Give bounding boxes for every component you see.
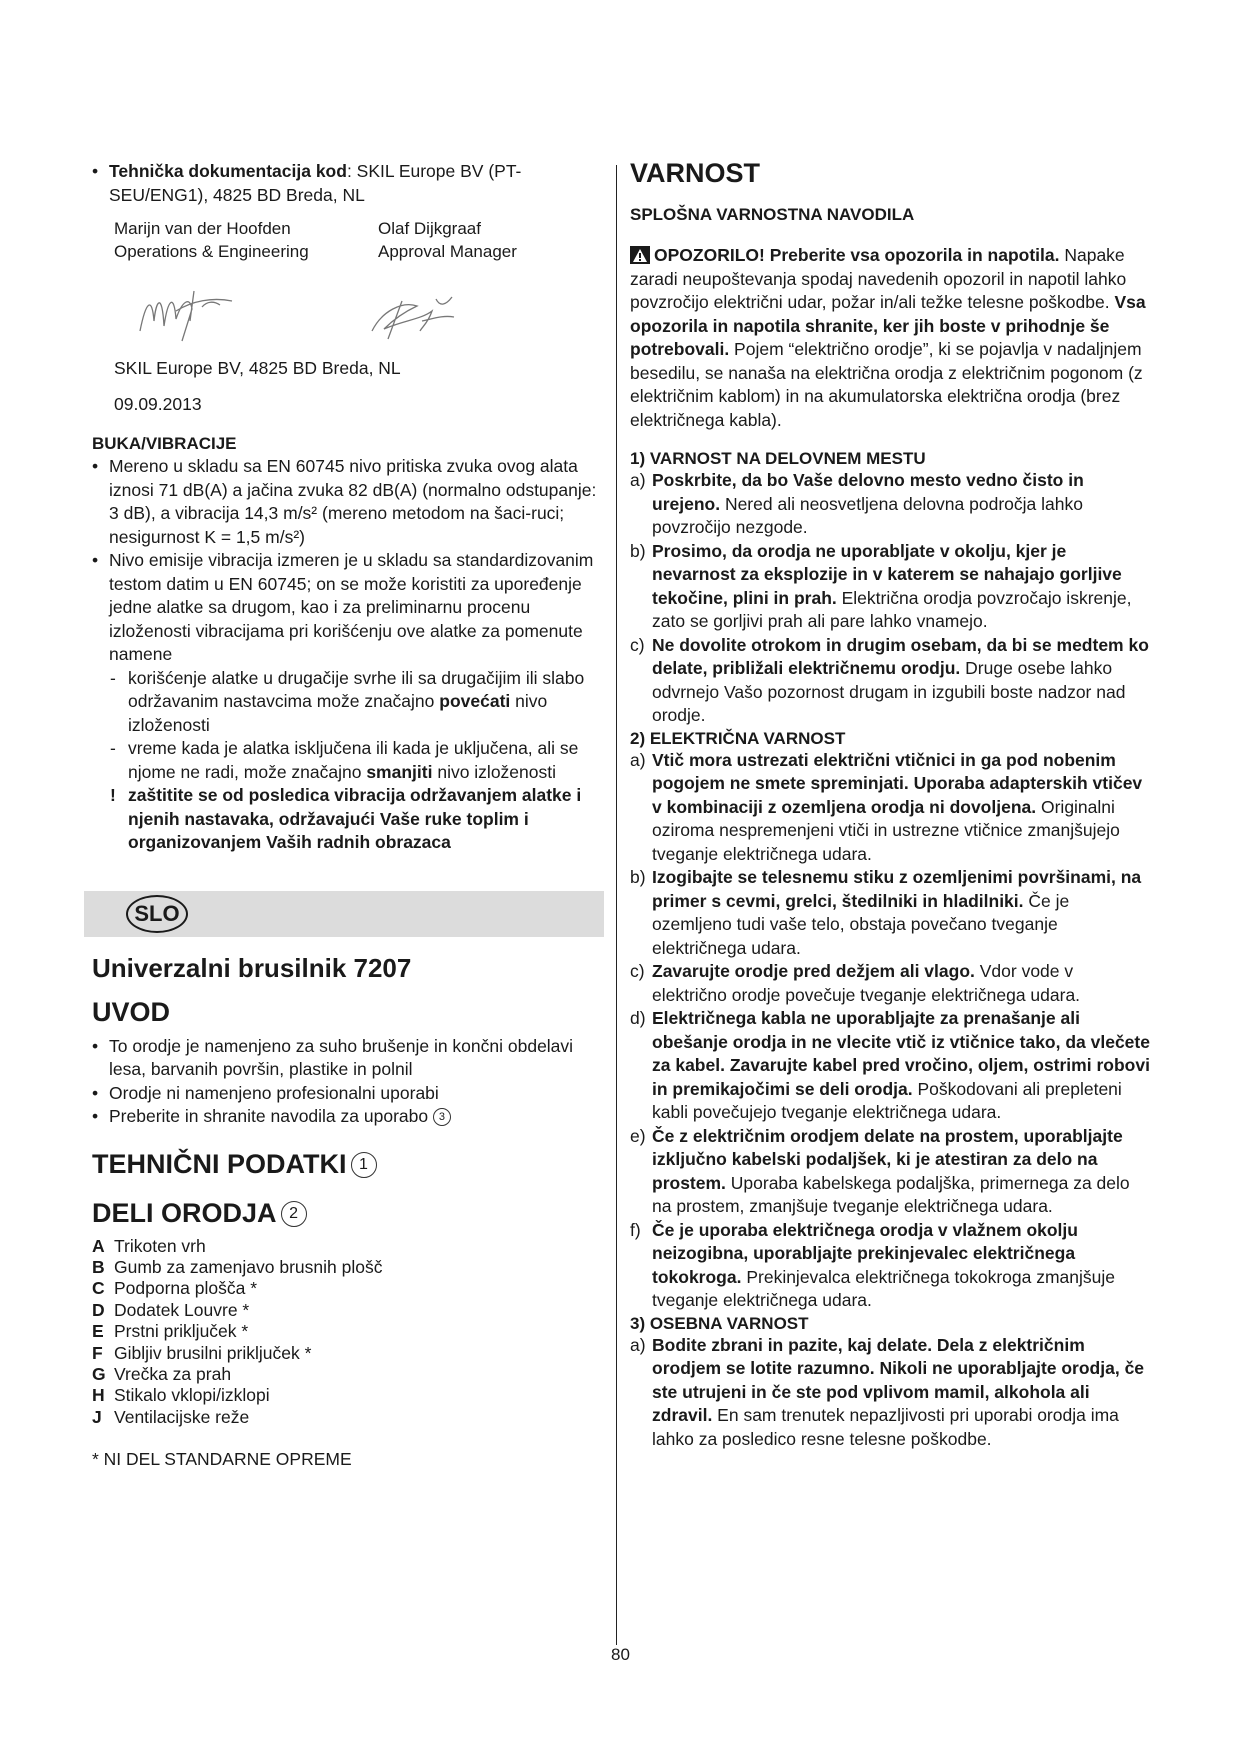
part-key: H xyxy=(92,1385,105,1406)
intro-item-2: • Orodje ni namenjeno profesionalni uporabi xyxy=(92,1082,439,1103)
s1-heading: 1) VARNOST NA DELOVNEM MESTU xyxy=(630,449,926,468)
tech-doc-label: Tehnička dokumentacija kod xyxy=(109,161,347,181)
s2-heading: 2) ELEKTRIČNA VARNOST xyxy=(630,728,846,748)
part-row xyxy=(92,1236,604,1257)
tech-doc-bullet: • Tehnička dokumentacija kod: SKIL Europe BV (PT-SEU/ENG1), 4825 BD Breda, NL xyxy=(92,161,522,205)
signer-2-name: Olaf Dijkgraaf xyxy=(378,219,481,238)
part-row xyxy=(92,1300,604,1321)
s3-heading: 3) OSEBNA VARNOST xyxy=(630,1313,809,1333)
item-label: c) xyxy=(630,961,645,981)
s2-item-c xyxy=(630,960,1152,1007)
safety-subheading: SPLOŠNA VARNOSTNA NAVODILA xyxy=(630,205,915,224)
item-text: Uporaba kabelskega podaljška, primernega za delo na prostem, zmanjšuje tveganje električnega udara. xyxy=(652,1172,1130,1216)
item-text: Nered ali neosvetljena delovna področja lahko povzročijo nezgode. xyxy=(652,493,1083,537)
item-bold: Poskrbite, da bo Vaše delovno mesto vedno čisto in urejeno. xyxy=(652,470,1084,514)
noise-bullet-1: • Mereno u skladu sa EN 60745 nivo pritiska zvuka ovog alata iznosi 71 dB(A) a jačina zvuka 82 dB(A) (normalno odstupanje: 3 dB), a vibracija 14,3 m/s² (mereno metodom na šaci-ruci; nesigurnost K = 1,5 m/s²) xyxy=(92,456,597,547)
intro-item-1: • To orodje je namenjeno za suho brušenje in končni obdelavi lesa, barvanih površin, plastike in polnil xyxy=(92,1035,574,1079)
part-row xyxy=(92,1407,604,1428)
item-label: a) xyxy=(630,470,646,490)
product-title: Univerzalni brusilnik 7207 xyxy=(92,952,412,983)
parts-list xyxy=(92,1236,604,1429)
noise-bullet-1-text: Mereno u skladu sa EN 60745 nivo pritiska zvuka ovog alata iznosi 71 dB(A) a jačina zvuka 82 dB(A) (normalno odstupanje: 3 dB), a vibracija 14,3 m/s² (mereno metodom na šaci-ruci; nesigurnost K = 1,5 m/s²) xyxy=(109,456,597,547)
page-number: 80 xyxy=(611,1645,630,1664)
item-text: Vdor vode v električno orodje povečuje tveganje električnega udara. xyxy=(652,961,1081,1005)
part-label: Gumb za zamenjavo brusnih plošč xyxy=(114,1256,383,1277)
intro-item-3: • Preberite in shranite navodila za uporabo 3 xyxy=(92,1105,604,1129)
part-label: Stikalo vklopi/izklopi xyxy=(114,1385,270,1406)
signatures xyxy=(92,263,604,357)
date: 09.09.2013 xyxy=(114,393,202,414)
part-label: Trikoten vrh xyxy=(114,1235,206,1256)
intro-heading: UVOD xyxy=(92,996,171,1027)
noise-bullet-2-text: Nivo emisije vibracija izmeren je u skladu sa standardizovanim testom datim u EN 60745; on se može koristiti za upoređenje jedne alatke sa drugom, kao i za preliminarnu procenu izloženosti vibracijama pri korišćenju ove alatke za pomenute namene xyxy=(109,550,594,664)
item-bold: Električnega kabla ne uporabljajte za prenašanje ali obešanje orodja in ne vlecite vtič iz vtičnice tako, da vlečete za kabel. Zavarujte kabel pred vročino, oljem, ostrimi robovi in premikajočimi se deli orodja. xyxy=(652,1008,1150,1099)
part-row xyxy=(92,1385,604,1406)
s2-item-b xyxy=(630,866,1152,960)
slo-badge: SLO xyxy=(126,895,188,933)
language-bar xyxy=(84,891,604,937)
part-key: E xyxy=(92,1321,104,1342)
footnote: * NI DEL STANDARNE OPREME xyxy=(92,1449,352,1470)
part-key: B xyxy=(92,1256,105,1277)
part-key: A xyxy=(92,1235,105,1256)
part-label: Ventilacijske reže xyxy=(114,1406,250,1427)
intro-ref-circle: 3 xyxy=(433,1108,451,1126)
s3-item-a xyxy=(630,1334,1152,1452)
tech-ref-circle: 1 xyxy=(351,1152,377,1178)
warning-triangle-icon xyxy=(630,246,650,264)
item-bold: Bodite zbrani in pazite, kaj delate. Dela z električnim orodjem se lotite razumno. Nikoli ne uporabljajte orodja, če ste utrujeni in če ste pod vplivom mamil, alkohola ali zdravil. xyxy=(652,1334,1145,1425)
item-text: En sam trenutek nepazljivosti pri uporabi orodja ima lahko za posledico resne telesne poškodbe. xyxy=(652,1405,1119,1449)
noise-warning: ! zaštitite se od posledica vibracija održavanjem alatke i njenih nastavaka, održavajući Vaše ruke toplim i organizovanjem Vaših radnih obrazaca xyxy=(110,785,582,852)
warning-text-2: Pojem “električno orodje”, ki se pojavlja v nadaljnjem besedilu, se nanaša na električna orodja z električnim pogonom (z električnim kablom) in na akumulatorska električna orodja (brez električnega kabla). xyxy=(630,339,1143,430)
parts-heading-text: DELI ORODJA xyxy=(92,1197,277,1228)
item-label: d) xyxy=(630,1008,646,1028)
item-bold: Vtič mora ustrezati električni vtičnici in ga pod nobenim pogojem ne smete spreminjati. Uporaba adapterskih vtičev v kombinaciji z ozemljena orodja ni dovoljena. xyxy=(652,749,1143,817)
signature-2 xyxy=(362,281,462,351)
item-label: b) xyxy=(630,540,646,561)
intro-item-3-text: Preberite in shranite navodila za uporabo xyxy=(109,1106,429,1126)
signer-1-name: Marijn van der Hoofden xyxy=(114,219,291,238)
noise-dash-1-post: nivo izloženosti xyxy=(128,691,548,735)
item-label: f) xyxy=(630,1219,641,1240)
part-row xyxy=(92,1364,604,1385)
part-label: Vrečka za prah xyxy=(114,1363,232,1384)
company-line: SKIL Europe BV, 4825 BD Breda, NL xyxy=(114,358,401,378)
noise-heading: BUKA/VIBRACIJE xyxy=(92,434,237,453)
item-bold: Če je uporaba električnega orodja v vlažnem okolju neizogibna, uporabljajte prekinjevalec električnega tokokroga. xyxy=(652,1219,1078,1287)
right-column xyxy=(630,160,1152,1451)
item-label: e) xyxy=(630,1125,646,1146)
noise-dash-2-pre: vreme kada je alatka isključena ili kada je uključena, ali se njome ne radi, može značajno xyxy=(128,738,579,782)
part-key: J xyxy=(92,1406,102,1427)
left-column xyxy=(92,160,604,1472)
item-bold: Ne dovolite otrokom in drugim osebam, da bi se medtem ko delate, približali električnemu orodju. xyxy=(652,634,1149,678)
part-key: F xyxy=(92,1342,103,1363)
item-bold: Zavarujte orodje pred dežjem ali vlago. xyxy=(652,961,975,981)
noise-dash-2: - vreme kada je alatka isključena ili kada je uključena, ali se njome ne radi, može značajno smanjiti nivo izloženosti xyxy=(110,738,579,782)
item-text: Električna orodja povzročajo iskrenje, zato se gorljivi prah ali pare lahko vnamejo. xyxy=(652,587,1132,631)
item-text: Druge osebe lahko odvrnejo Vašo pozornost drugam in izgubili boste nadzor nad orodje. xyxy=(652,658,1126,725)
signer-1-role: Operations & Engineering xyxy=(114,242,309,261)
tech-doc-value: : SKIL Europe BV (PT-SEU/ENG1), 4825 BD Breda, NL xyxy=(109,161,522,205)
warning-text-1: Napake zaradi neupoštevanja spodaj navedenih opozoril in napotil lahko povzročijo električni udar, požar in/ali težke telesne poškodbe. xyxy=(630,245,1127,312)
part-label: Podporna plošča * xyxy=(114,1278,258,1299)
s1-item-c xyxy=(630,634,1152,728)
item-text: Prekinjevalca električnega tokokroga zmanjšuje tveganje električnega udara. xyxy=(652,1266,1115,1310)
signers-table xyxy=(114,217,604,263)
noise-warning-text: zaštitite se od posledica vibracija održavanjem alatke i njenih nastavaka, održavajući Vaše ruke toplim i organizovanjem Vaših radnih obrazaca xyxy=(128,785,582,852)
noise-dash-2-post: nivo izloženosti xyxy=(432,761,557,782)
s1-item-a xyxy=(630,469,1152,540)
noise-dash-1-pre: korišćenje alatke u drugačije svrhe ili sa drugačijim ili slabo održavanim nastavcima može značajno xyxy=(128,667,585,711)
intro-item-2-text: Orodje ni namenjeno profesionalni uporabi xyxy=(109,1082,439,1103)
tech-heading-text: TEHNIČNI PODATKI xyxy=(92,1148,347,1179)
noise-bullet-2: • Nivo emisije vibracija izmeren je u skladu sa standardizovanim testom datim u EN 60745; on se može koristiti za upoređenje jedne alatke sa drugom, kao i za preliminarnu procenu izloženosti vibracijama pri korišćenju ove alatke za pomenute namene xyxy=(92,550,594,664)
safety-heading: VARNOST xyxy=(630,158,761,188)
s1-item-b xyxy=(630,540,1152,634)
part-key: D xyxy=(92,1299,105,1320)
part-label: Prstni priključek * xyxy=(114,1321,249,1342)
parts-ref-circle: 2 xyxy=(281,1201,307,1227)
intro-list xyxy=(92,1035,604,1129)
item-text: Če je ozemljeno tudi vaše telo, obstaja povečano tveganje električnega udara. xyxy=(652,890,1070,958)
parts-heading xyxy=(92,1196,604,1230)
noise-dash-1-bold: povećati xyxy=(439,691,511,711)
item-label: b) xyxy=(630,867,646,887)
s2-item-a xyxy=(630,749,1152,867)
s2-item-f xyxy=(630,1219,1152,1313)
general-warning xyxy=(630,244,1152,432)
part-row xyxy=(92,1343,604,1364)
part-label: Dodatek Louvre * xyxy=(114,1299,250,1320)
column-divider xyxy=(616,165,617,1645)
warning-bold-2: Vsa opozorila in napotila shranite, ker jih boste v prihodnje še potrebovali. xyxy=(630,292,1146,359)
item-bold: Prosimo, da orodja ne uporabljate v okolju, kjer je nevarnost za eksplozije in v katerem se nahajajo gorljive tekočine, plini in prah. xyxy=(652,540,1122,608)
s2-item-e xyxy=(630,1125,1152,1219)
part-key: C xyxy=(92,1278,105,1299)
item-label: a) xyxy=(630,1334,646,1355)
item-bold: Izogibajte se telesnemu stiku z ozemljenimi površinami, na primer s cevmi, grelci, štedilniki in hladilniki. xyxy=(652,867,1142,911)
item-label: a) xyxy=(630,749,646,770)
part-row xyxy=(92,1278,604,1299)
item-text: Originalni oziroma nespremenjeni vtiči in ustrezne vtičnice zmanjšujejo tveganje električnega udara. xyxy=(652,796,1120,864)
intro-item-1-text: To orodje je namenjeno za suho brušenje in končni obdelavi lesa, barvanih površin, plastike in polnil xyxy=(109,1035,574,1079)
s2-item-d xyxy=(630,1007,1152,1125)
item-text: Poškodovani ali prepleteni kabli povečujejo tveganje električnega udara. xyxy=(652,1078,1122,1122)
item-bold: Če z električnim orodjem delate na prostem, uporabljajte izključno kabelski podaljšek, ki je atestiran za delo na prostem. xyxy=(652,1125,1123,1193)
noise-dash-2-bold: smanjiti xyxy=(366,761,433,782)
noise-dash-1: - korišćenje alatke u drugačije svrhe ili sa drugačijim ili slabo održavanim nastavcima može značajno povećati nivo izloženosti xyxy=(110,667,585,735)
part-key: G xyxy=(92,1363,106,1384)
item-label: c) xyxy=(630,634,645,655)
part-label: Gibljiv brusilni priključek * xyxy=(114,1342,312,1363)
signature-1 xyxy=(132,271,242,351)
part-row xyxy=(92,1321,604,1342)
tech-heading xyxy=(92,1147,604,1181)
signer-2-role: Approval Manager xyxy=(378,242,517,261)
warning-bold-1: OPOZORILO! Preberite vsa opozorila in napotila. xyxy=(654,245,1060,265)
part-row xyxy=(92,1257,604,1278)
